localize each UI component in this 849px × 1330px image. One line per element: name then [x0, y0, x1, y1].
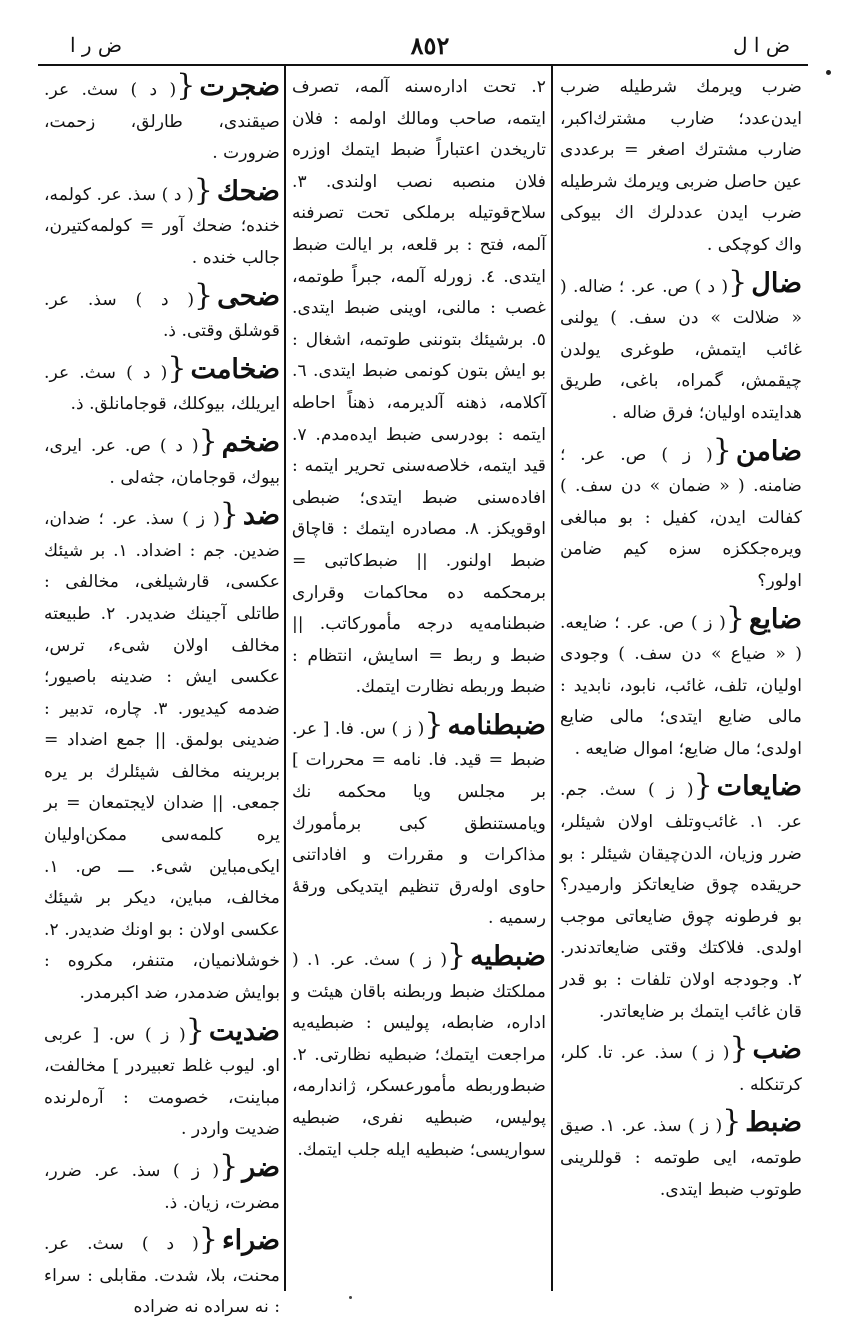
entry-text: ( ز ) سث. عر. ١. ( مملكتك ضبط وربطنه باقان هيئت و اداره، ضابطه، پوليس : ضبطيه‌يه مراجعت ايتمك؛ ضبطيه نظارتی. ٢. ضبط‌وربطه مأمورعسكر، ژاندارمه، پوليس، ضبطيه نفری، ضبطيه سواريسی؛ ضبطيه ايله جلب ايتمك.	[292, 950, 546, 1160]
headword: ضبط	[745, 1107, 802, 1139]
entry-durr	[44, 1149, 280, 1219]
brace-glyph: {	[193, 172, 213, 208]
entry-darra	[44, 1222, 280, 1324]
column-middle	[292, 72, 546, 1287]
headword: ضبطيه	[470, 941, 546, 973]
headword: ضحك	[216, 175, 280, 207]
headword: ضايعات	[716, 771, 802, 803]
entry-text: ( ز ) س. فا. [ عر. ضبط = قيد. فا. نامه = محررات ] بر مجلس ويا محكمه نك ويامستنطق كبی برمأمورك مذاكرات و مقررات و افاداتنی حاوی اولەرق تنظيم ايتديكی ورقۀ رسميه .	[292, 718, 546, 929]
brace-glyph: {	[728, 264, 748, 300]
headword: ضايع	[748, 603, 802, 635]
brace-glyph: {	[167, 350, 187, 386]
brace-glyph: {	[198, 1222, 218, 1258]
entry-dall	[560, 264, 802, 430]
page-number: ٨٥٢	[410, 30, 450, 60]
entry-text: ( ز ) س. [ عربی او. ليوب غلط تعبيردر ] مخالفت، مباينت، خصومت : آرەلرنده ضديت واردر .	[44, 1024, 280, 1140]
brace-glyph: {	[712, 432, 732, 468]
headword: ضجرت	[199, 71, 280, 102]
brace-glyph: {	[219, 497, 239, 533]
entry-dayi	[560, 600, 802, 766]
entry-text: ( د ) سذ. عر. قوشلق وقتی. ذ.	[44, 289, 280, 342]
entry-text: ضرب ويرمك شرطيله ضرب ايدن‌عدد؛ ضارب مشترك‌اكبر، ضارب مشترك اصغر = برعددی عين حاصل ضربی ويرمك شرطيله ضرب ايدن عددلرك اك بيوكی واك كوچكی .	[560, 77, 802, 255]
headword: ضب	[752, 1034, 802, 1066]
entry-text: ( د ) ص. عر. ؛ ضاله. ( « ضلالت » دن سف. ) يولنی غائب ايتمش، طوغری يولدن چيقمش، گمراه، باغی، طريق هدايتده اوليان؛ فرق ضاله .	[560, 276, 802, 423]
entry-dabb	[560, 1031, 802, 1101]
entry-dakhamat	[44, 350, 280, 421]
entry-dayiat	[560, 768, 802, 1028]
entry-text: ( ز ) ص. عر. ؛ ضايعه. ( « ضياع » دن سف. ) وجودی اوليان، تلف، غائب، نابود، نابديد : مالی ضايع ايتدی؛ مالی ضايع اولدی؛ مال ضايع؛ اموال ضايعه .	[560, 612, 802, 759]
entry-dabtname	[292, 706, 546, 935]
entry-duha	[44, 277, 280, 348]
entry-dahk	[44, 172, 280, 275]
entry-dajrat	[44, 68, 280, 170]
entry-text: ( ز ) سذ. عر. تا. كلر، كرتنكله .	[560, 1043, 802, 1095]
entry-text: ٢. تحت ادارەسنه آلمه، تصرف ايتمه، صاحب ومالك اولمه : فلان تاريخدن اعتباراً ضبط ايتمك اوزره فلان منصبه نصب اولندی. ٣. سلاح‌قوتيله برملكی تحت تصرفنه آلمه، فتح : بر قلعه، بر ايالت ضبط ايتدی. ٤. زورله آلمه، جبراً طوتمه، غصب : مالنی، اوينی ضبط ايتدی. ٥. برشيئك بتوننی طوتمه، اشغال : بو ايش بتون كونمی ضبط ايتدی. ٦. آكلامه، ذهنه آلديرمه، ذهناً احاطه ايتمه : بودرسی ضبط ايده‌مدم. ٧. قيد ايتمه، خلاصه‌سنی تحرير ايتمه : افادەسنی ضبط ايتدی؛ ضبطی اوقويكز. ٨. مصادره ايتمك : قاچاق ضبط اولنور. || ضبط‌كاتبی = برمحكمه ده محاكمات وقراری ضبطنامه‌يه درجه مأموركاتب. || ضبط و ربط = اسايش، انتظام : ضبط وربطه نظارت ايتمك.	[292, 77, 547, 698]
headword: ضامن	[735, 435, 802, 467]
brace-glyph: {	[729, 1031, 749, 1067]
column-left	[44, 68, 280, 1318]
page-header	[70, 28, 790, 62]
column-right	[560, 72, 802, 1287]
entry-text: ( د ) سث. عر. ايريلك، بيوكلك، قوجامانلق. ذ.	[44, 362, 280, 415]
headword: ضبطنامه	[447, 709, 546, 741]
entry-dabt	[560, 1104, 802, 1206]
entry-text: ( ز ) ص. عر. ؛ ضامنه. ( « ضمان » دن سف. ) كفالت ايدن، كفيل : بو مبالغی ويره‌جككزه سزه كيم ضامن اولور؟	[560, 444, 802, 591]
entry-dabtiyye	[292, 938, 546, 1166]
header-rule	[38, 64, 808, 66]
entry-dakhm	[44, 423, 280, 494]
brace-glyph: {	[185, 1012, 205, 1048]
brace-glyph: {	[447, 938, 467, 974]
header-left-guide-letters: ض ر ا	[70, 33, 123, 57]
entry-text: ( ز ) سذ. عر. ضرر، مضرت، زيان. ذ.	[44, 1161, 280, 1213]
headword: ضخم	[221, 426, 280, 458]
column-divider-right	[551, 66, 553, 1291]
column-divider-left	[284, 66, 286, 1291]
brace-glyph: {	[693, 768, 713, 804]
entry-text: ( د ) سث. عر. محنت، بلا، شدت. مقابلی : سراء : نه سرادە نه ضرادە	[44, 1234, 280, 1318]
entry-text: ( ز ) سذ. عر. ؛ ضدان، ضدين. جم : اضداد. ١. بر شيئك عكسی، قارشيلغی، مخالفی : طاتلی آجينك ضديدر. ٢. طبيعته مخالف اولان شیء، ترس، عكسی ايش : ضدينه باصيور؛ ضدمه كيديور. ٣. چاره، تدبير : ضدينی بولمق. || جمع اضداد = بربرينه مخالف شيئلرك بر يره جمعی. || ضدان لايجتمعان = بر يره كلمەسی ممكن‌اوليان ايكی‌مباين شیء. ـــ ص. ١. مخالف، مباين، ديكر بر شيئك عكسی اولان : بو اونك ضديدر. ٢. خوشلانميان، متنفر، مكروه : بوايش ضدمدر، ضد اكبرمدر.	[44, 509, 280, 1004]
brace-glyph: {	[722, 1104, 742, 1140]
entry-text: ( د ) ص. عر. ايری، بيوك، قوجامان، جثه‌لی .	[44, 435, 280, 488]
headword: ضديت	[208, 1015, 280, 1047]
footer-dot	[349, 1296, 352, 1299]
headword: ضحی	[217, 280, 280, 312]
entry-text: ( ز ) سث. جم. عر. ١. غائب‌وتلف اولان شيئلر، ضرر وزيان، الدن‌چيقان شيئلر : بو حريقده چوق ضايعاتكز وارميدر؟ بو فرطونه چوق ضايعاتی موجب اولدی. فلاكتك وقتی ضايعاتدندر. ٢. وجودجه اولان تلفات : بو قدر قان غائب ايتمك بر ضايعاتدر.	[560, 780, 802, 1022]
entry-didd	[44, 497, 280, 1010]
entry-continuation	[292, 72, 546, 704]
entry-damin	[560, 432, 802, 598]
entry-continuation	[560, 72, 802, 262]
headword: ضر	[242, 1152, 280, 1183]
margin-dot	[826, 70, 831, 75]
headword: ضد	[242, 500, 280, 532]
brace-glyph: {	[176, 68, 196, 103]
brace-glyph: {	[725, 600, 745, 636]
brace-glyph: {	[424, 706, 444, 742]
entry-text: ( ز ) سذ. عر. ١. صيق طوتمه، ايی طوتمه : قوللرينی طوتوب ضبط ايتدی.	[560, 1116, 802, 1200]
entry-diddiyyat	[44, 1012, 280, 1146]
entry-text: ( د ) سذ. عر. كولمه، خنده؛ ضحك آور = كولمه‌كتيرن، جالب خنده .	[44, 184, 280, 268]
brace-glyph: {	[219, 1149, 239, 1184]
brace-glyph: {	[198, 423, 218, 459]
headword: ضخامت	[190, 353, 280, 385]
headword: ضراء	[221, 1225, 280, 1257]
headword: ضال	[751, 267, 802, 299]
brace-glyph: {	[194, 277, 214, 313]
entry-text: ( د ) سث. عر. صيقندی، طارلق، زحمت، ضرورت .	[44, 80, 280, 164]
header-right-guide-letters: ض ا ل	[733, 33, 790, 57]
